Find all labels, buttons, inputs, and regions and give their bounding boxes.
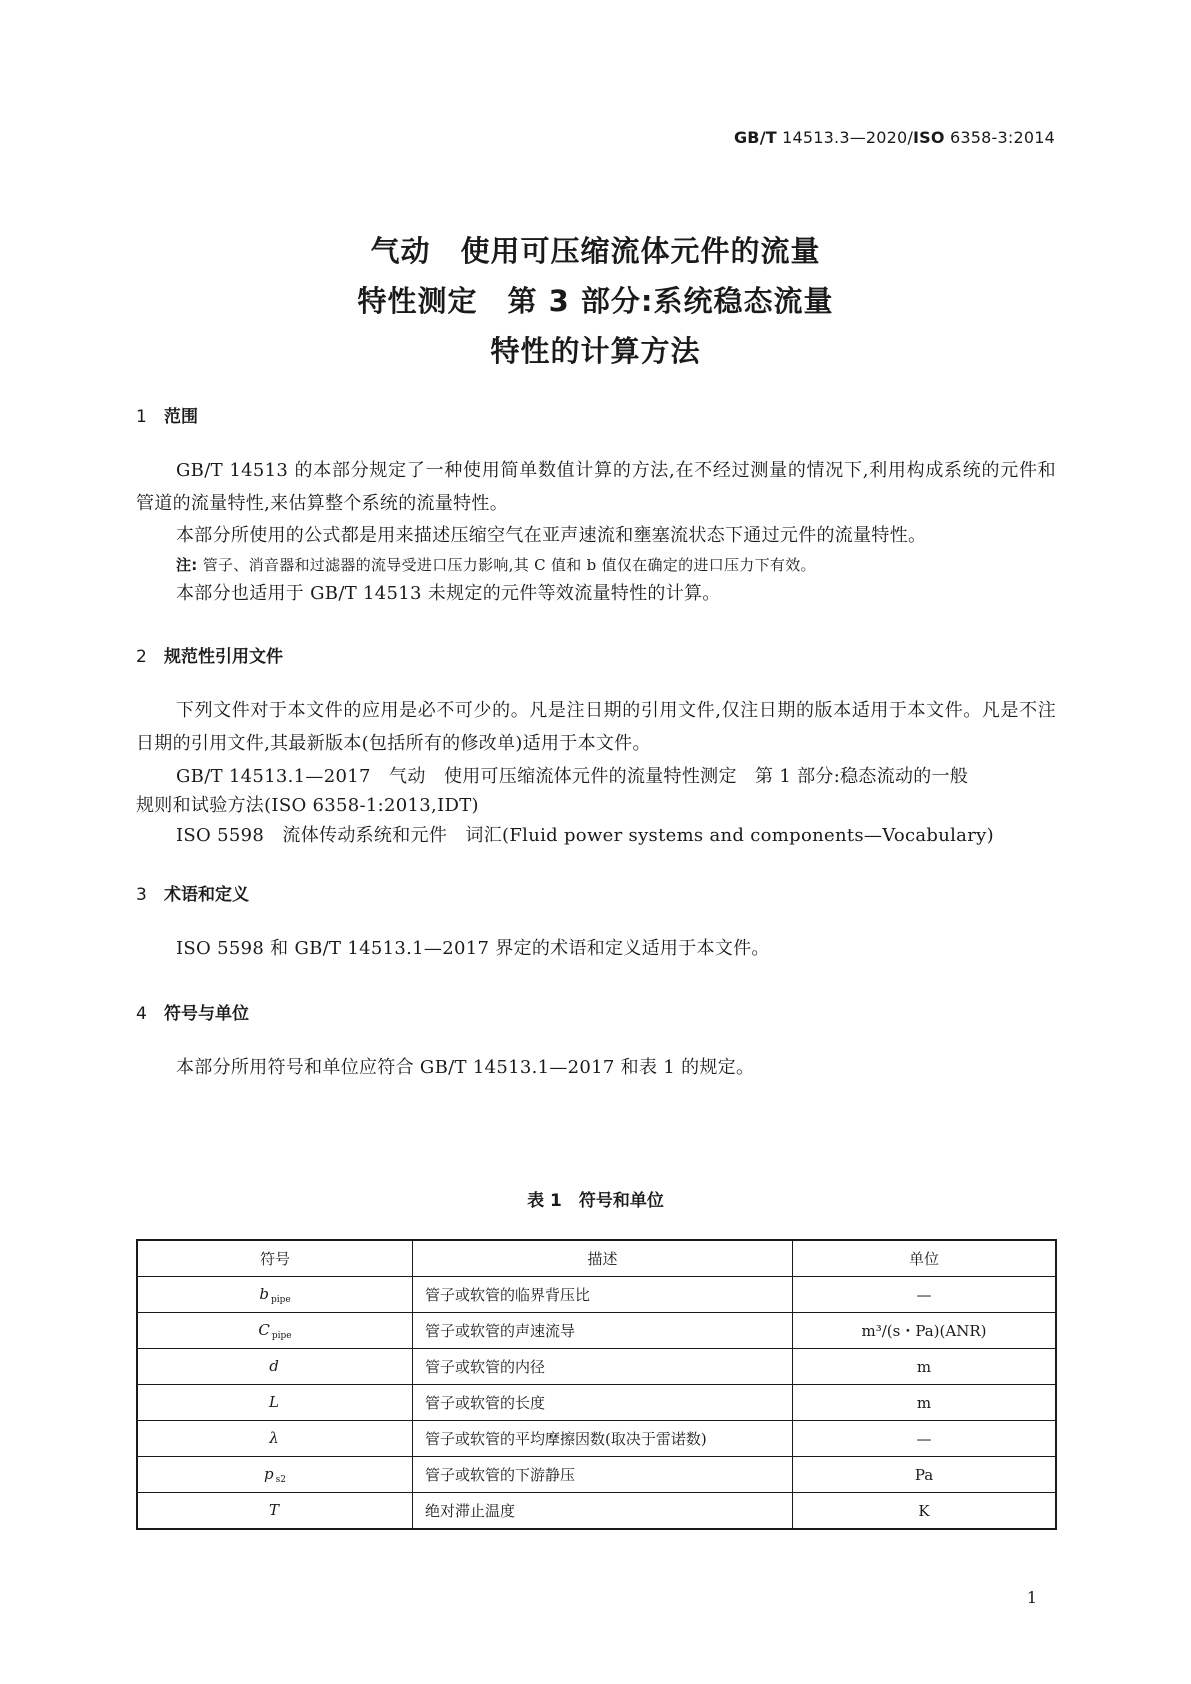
symbol-cell (137, 1349, 413, 1385)
description-cell: 绝对滞止温度 (413, 1493, 793, 1530)
symbol-subscript: pipe (270, 1294, 291, 1305)
table-row (137, 1349, 1056, 1385)
title-line-1: 气动 使用可压缩流体元件的流量 (370, 234, 821, 268)
unit-cell: — (793, 1421, 1057, 1457)
column-header-symbol: 符号 (137, 1240, 413, 1277)
table-header-row (137, 1240, 1056, 1277)
note-text: 管子、消音器和过滤器的流导受进口压力影响,其 C 值和 b 值仅在确定的进口压力下有效。 (202, 556, 816, 574)
reference-1-line-1: GB/T 14513.1—2017 气动 使用可压缩流体元件的流量特性测定 第 1 部分:稳态流动的一般 (176, 766, 969, 787)
table-row (137, 1385, 1056, 1421)
section-4-heading (136, 999, 249, 1024)
section-2-heading (136, 642, 283, 667)
unit-cell: — (793, 1277, 1057, 1313)
symbol: T (268, 1500, 279, 1519)
section-title: 规范性引用文件 (164, 647, 283, 667)
section-title: 术语和定义 (164, 885, 249, 905)
symbol: b (259, 1284, 269, 1303)
section-1-heading (136, 402, 198, 427)
symbol-cell (137, 1385, 413, 1421)
description-cell: 管子或软管的平均摩擦因数(取决于雷诺数) (413, 1421, 793, 1457)
symbol: L (269, 1392, 279, 1411)
symbol-subscript: pipe (271, 1330, 292, 1341)
table-row (137, 1421, 1056, 1457)
gb-number: 14513.3—2020/ (782, 128, 914, 147)
description-cell: 管子或软管的声速流导 (413, 1313, 793, 1349)
section-1-paragraph-3: 本部分也适用于 GB/T 14513 未规定的元件等效流量特性的计算。 (176, 583, 721, 604)
symbol: d (269, 1356, 279, 1375)
symbol-subscript: s2 (275, 1474, 286, 1485)
title-line-2: 特性测定 第 3 部分:系统稳态流量 (357, 284, 834, 318)
description-cell: 管子或软管的下游静压 (413, 1457, 793, 1493)
symbols-table (136, 1239, 1057, 1530)
table-row (137, 1277, 1056, 1313)
section-number: 3 (136, 885, 147, 905)
section-1-paragraph-2: 本部分所使用的公式都是用来描述压缩空气在亚声速流和壅塞流状态下通过元件的流量特性。 (176, 525, 927, 546)
unit-cell: Pa (793, 1457, 1057, 1493)
column-header-unit: 单位 (793, 1240, 1057, 1277)
section-4-paragraph-1: 本部分所用符号和单位应符合 GB/T 14513.1—2017 和表 1 的规定。 (176, 1057, 755, 1078)
section-2-paragraph-1: 下列文件对于本文件的应用是必不可少的。凡是注日期的引用文件,仅注日期的版本适用于本文件。凡是不注日期的引用文件,其最新版本(包括所有的修改单)适用于本文件。 (136, 700, 1056, 754)
standard-code (734, 128, 1055, 147)
symbol-cell (137, 1421, 413, 1457)
section-number: 2 (136, 647, 147, 667)
section-title: 符号与单位 (164, 1004, 249, 1024)
section-1-paragraph-1: GB/T 14513 的本部分规定了一种使用简单数值计算的方法,在不经过测量的情况下,利用构成系统的元件和管道的流量特性,来估算整个系统的流量特性。 (136, 460, 1056, 514)
iso-prefix: ISO (913, 128, 945, 147)
column-header-description: 描述 (413, 1240, 793, 1277)
page-number: 1 (1026, 1588, 1037, 1607)
section-title: 范围 (164, 407, 198, 427)
unit-cell: K (793, 1493, 1057, 1530)
iso-number: 6358-3:2014 (950, 128, 1055, 147)
table-caption: 表 1 符号和单位 (527, 1191, 664, 1211)
description-cell: 管子或软管的长度 (413, 1385, 793, 1421)
section-1-note (176, 553, 1056, 577)
unit-cell: m³/(s・Pa)(ANR) (793, 1313, 1057, 1349)
symbol-cell (137, 1313, 413, 1349)
symbol-cell (137, 1277, 413, 1313)
symbol: λ (269, 1428, 279, 1447)
description-cell: 管子或软管的内径 (413, 1349, 793, 1385)
unit-cell: m (793, 1349, 1057, 1385)
section-3-heading (136, 880, 249, 905)
table-row (137, 1313, 1056, 1349)
symbol: p (264, 1464, 274, 1483)
section-number: 4 (136, 1004, 147, 1024)
symbol: C (258, 1320, 270, 1339)
symbol-cell (137, 1493, 413, 1530)
table-row (137, 1457, 1056, 1493)
gb-prefix: GB/T (733, 128, 777, 147)
table-row (137, 1493, 1056, 1530)
reference-2: ISO 5598 流体传动系统和元件 词汇(Fluid power systems and components—Vocabulary) (176, 825, 994, 846)
document-title (0, 226, 1191, 376)
unit-cell: m (793, 1385, 1057, 1421)
section-3-paragraph-1: ISO 5598 和 GB/T 14513.1—2017 界定的术语和定义适用于本文件。 (176, 938, 770, 959)
title-line-3: 特性的计算方法 (490, 334, 701, 368)
section-number: 1 (136, 407, 147, 427)
note-label: 注: (176, 556, 198, 574)
symbol-cell (137, 1457, 413, 1493)
reference-1-line-2: 规则和试验方法(ISO 6358-1:2013,IDT) (136, 795, 479, 816)
description-cell: 管子或软管的临界背压比 (413, 1277, 793, 1313)
